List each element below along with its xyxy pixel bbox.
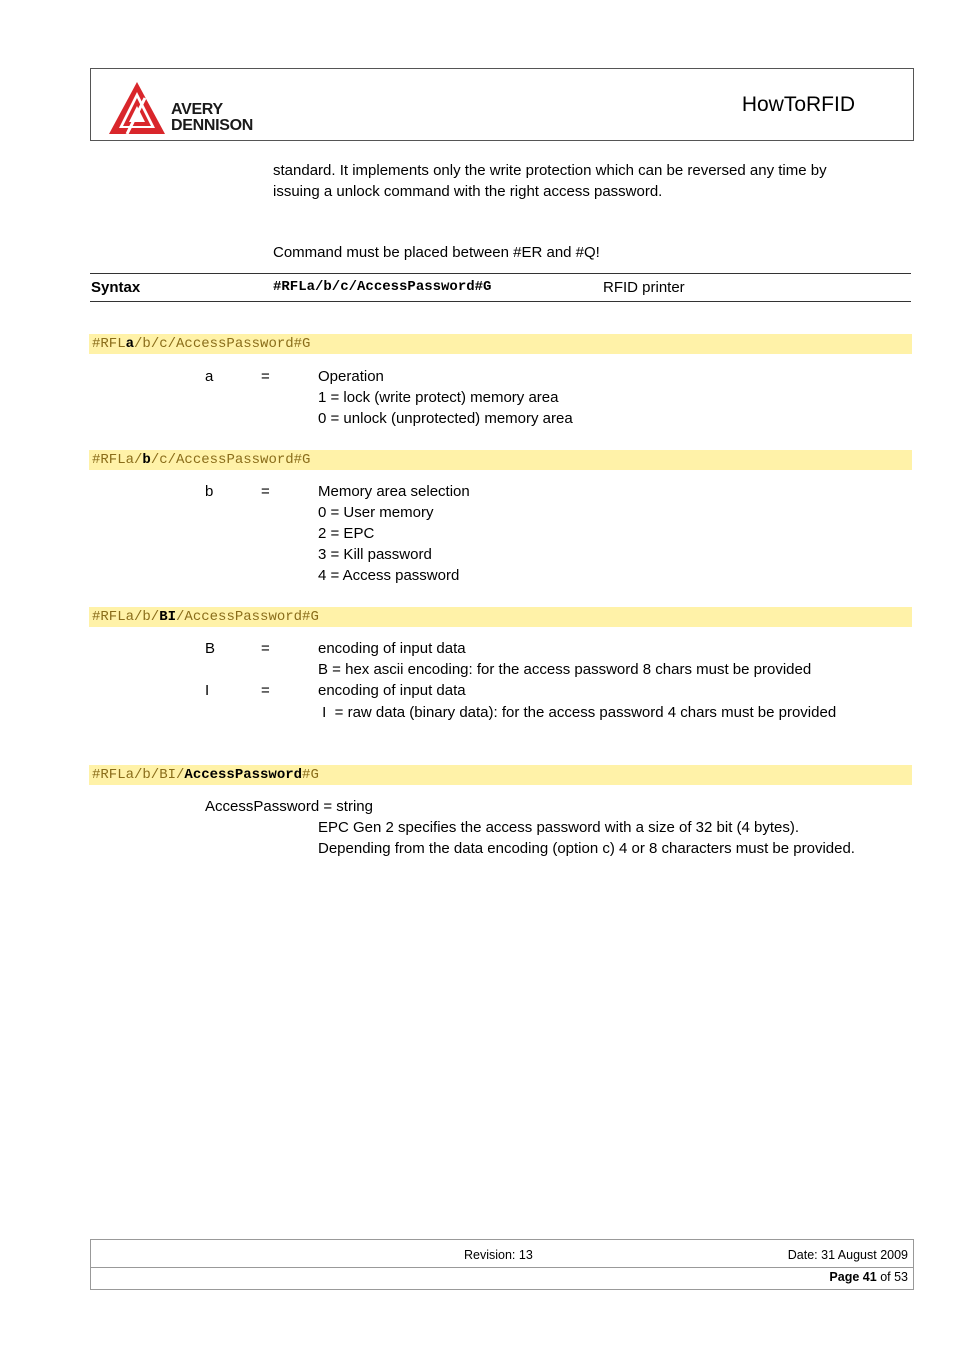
avery-dennison-logo [107,80,287,136]
page-footer [90,1239,914,1290]
param-B-desc-2: B = hex ascii encoding: for the access password 8 chars must be provided [318,661,812,678]
footer-divider [91,1267,913,1268]
logo-wordmark: AVERY DENNISON [171,101,254,134]
param-I-desc-2: I = raw data (binary data): for the access password 4 chars must be provided [318,704,837,721]
param-I-eq: = [261,682,270,699]
section-bi-code-bar [89,607,912,627]
param-a-desc-2: 1 = lock (write protect) memory area [318,389,559,406]
param-B: B [205,640,216,657]
param-I-desc-1: encoding of input data [318,682,466,699]
document-title: HowToRFID [741,93,855,116]
param-a-desc-3: 0 = unlock (unprotected) memory area [318,410,573,427]
syntax-label: Syntax [91,279,141,296]
param-password-desc-2: Depending from the data encoding (option c) 4 or 8 characters must be provided. [318,840,855,857]
intro-line-1: standard. It implements only the write protection which can be reversed any time by [273,162,827,179]
syntax-top-rule [90,273,911,274]
footer-revision: Revision: 13 [464,1248,533,1262]
section-a-code: #RFLa/b/c/AccessPassword#G [92,336,311,352]
syntax-bottom-rule [90,301,911,302]
param-a: a [205,368,214,385]
footer-page-total: of 53 [880,1270,908,1284]
intro-line-2: issuing a unlock command with the right access password. [273,183,663,200]
param-b-eq: = [261,483,270,500]
param-b: b [205,483,214,500]
param-password-desc-1: EPC Gen 2 specifies the access password with a size of 32 bit (4 bytes). [318,819,800,836]
section-password-code-bar [89,765,912,785]
param-b-desc-5: 4 = Access password [318,567,460,584]
section-bi-code: #RFLa/b/BI/AccessPassword#G [92,609,319,625]
param-b-desc-1: Memory area selection [318,483,470,500]
param-a-desc-1: Operation [318,368,384,385]
param-b-desc-3: 2 = EPC [318,525,375,542]
section-a-code-bar [89,334,912,354]
footer-date: Date: 31 August 2009 [787,1248,908,1262]
section-b-code-bar [89,450,912,470]
footer-page-current: 41 [862,1270,877,1284]
param-a-eq: = [261,368,270,385]
footer-page-number [829,1270,908,1284]
param-password: AccessPassword = string [205,798,373,815]
section-b-code: #RFLa/b/c/AccessPassword#G [92,452,311,468]
param-B-eq: = [261,640,270,657]
footer-page-label: Page [829,1270,860,1284]
command-note: Command must be placed between #ER and #Q! [273,244,600,261]
param-b-desc-2: 0 = User memory [318,504,434,521]
param-b-desc-4: 3 = Kill password [318,546,432,563]
param-I: I [205,682,210,699]
syntax-command: #RFLa/b/c/AccessPassword#G [273,279,492,295]
syntax-device: RFID printer [603,279,685,296]
page-header [90,68,914,141]
param-B-desc-1: encoding of input data [318,640,466,657]
section-password-code: #RFLa/b/BI/AccessPassword#G [92,767,319,783]
logo-triangle-icon [107,80,167,136]
